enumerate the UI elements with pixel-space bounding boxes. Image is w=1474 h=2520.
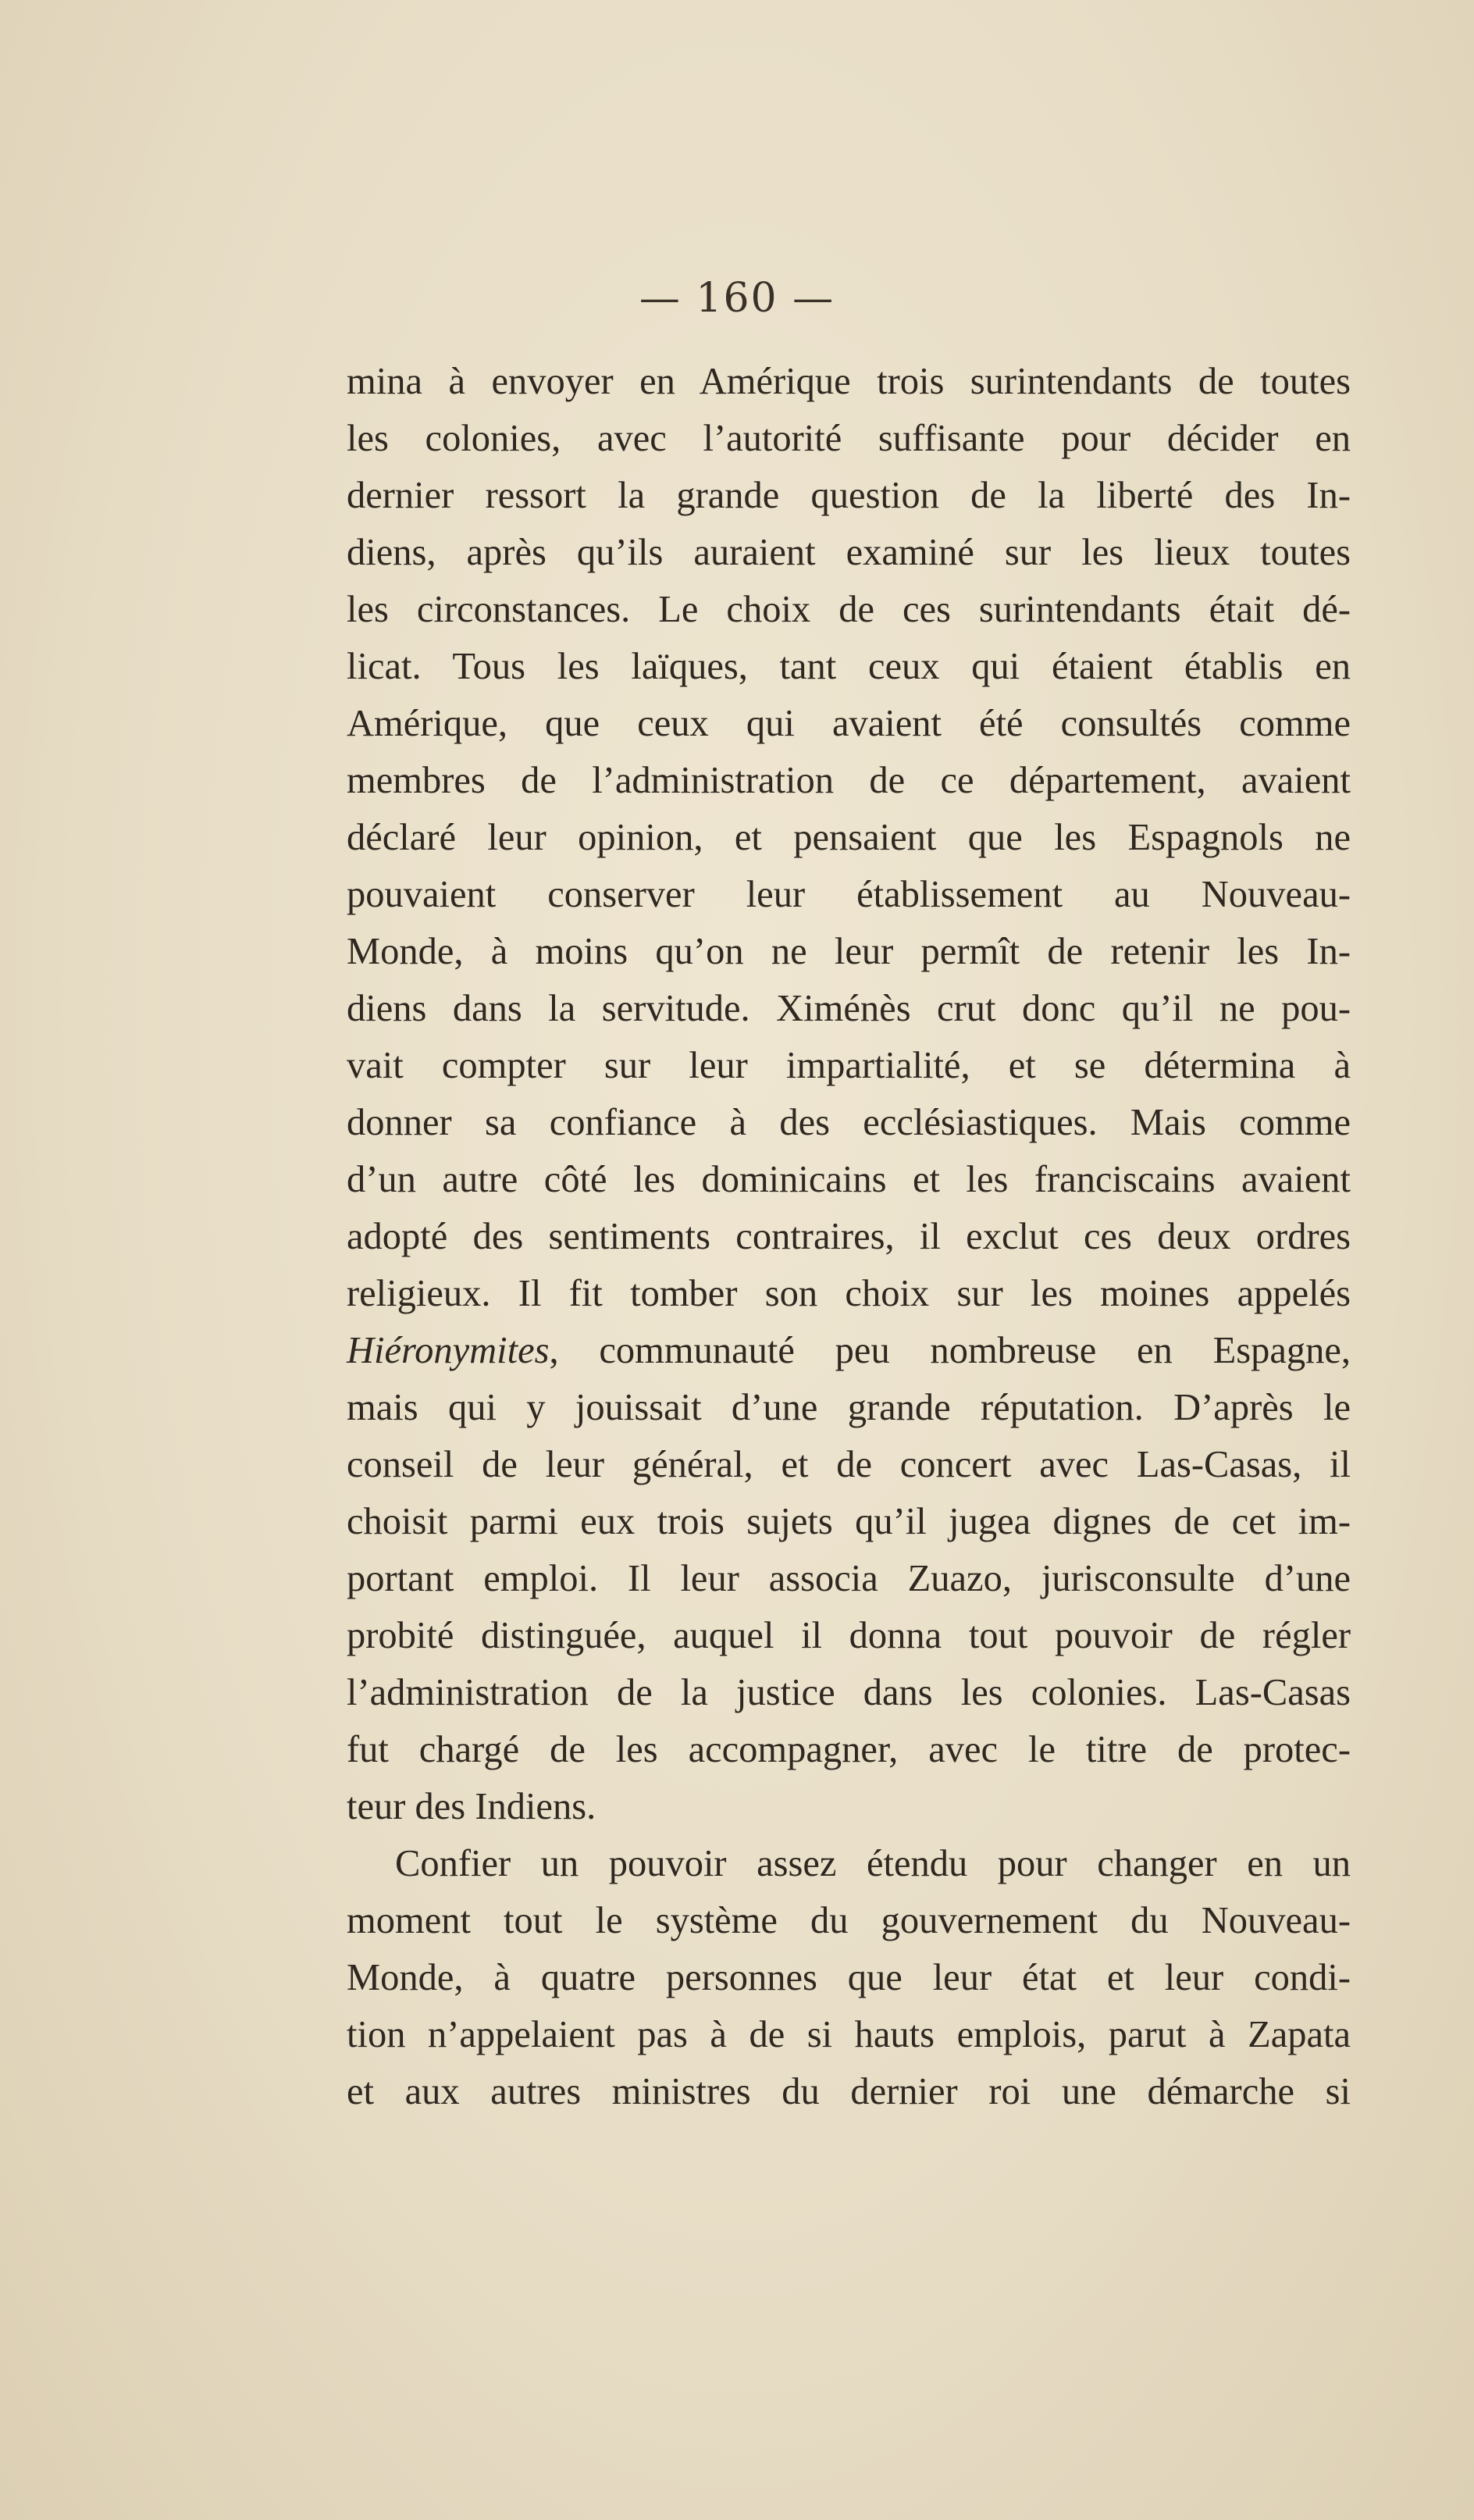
text-line: moment tout le système du gouvernement du Nouveau- bbox=[347, 1900, 1351, 1941]
text-line: adopté des sentiments contraires, il exclut ces deux ordres bbox=[347, 1216, 1351, 1257]
text-line: pouvaient conserver leur établissement au Nouveau- bbox=[347, 874, 1351, 915]
paragraph-1 bbox=[347, 353, 1351, 1835]
text-line: déclaré leur opinion, et pensaient que les Espagnols ne bbox=[347, 817, 1351, 858]
text-line-with-italic bbox=[347, 1322, 1351, 1379]
text-line: et aux autres ministres du dernier roi une démarche si bbox=[347, 2071, 1351, 2112]
text-line: Amérique, que ceux qui avaient été consultés comme bbox=[347, 703, 1351, 744]
text-line: dernier ressort la grande question de la liberté des In- bbox=[347, 475, 1351, 516]
text-line: conseil de leur général, et de concert avec Las-Casas, il bbox=[347, 1444, 1351, 1485]
body-text bbox=[347, 353, 1351, 2120]
text-line: religieux. Il fit tomber son choix sur les moines appelés bbox=[347, 1273, 1351, 1314]
italic-term: Hiéronymites bbox=[347, 1330, 550, 1371]
text-line: portant emploi. Il leur associa Zuazo, jurisconsulte d’une bbox=[347, 1558, 1351, 1599]
text-line: les circonstances. Le choix de ces surintendants était dé- bbox=[347, 589, 1351, 630]
paragraph-2 bbox=[347, 1835, 1351, 2120]
text-line: les colonies, avec l’autorité suffisante pour décider en bbox=[347, 418, 1351, 459]
text-line: l’administration de la justice dans les colonies. Las-Casas bbox=[347, 1672, 1351, 1713]
page-number: — 160 — bbox=[639, 275, 835, 322]
text-line: probité distinguée, auquel il donna tout pouvoir de régler bbox=[347, 1615, 1351, 1656]
text-line: fut chargé de les accompagner, avec le titre de protec- bbox=[347, 1729, 1351, 1770]
text-line: Confier un pouvoir assez étendu pour changer en un bbox=[395, 1843, 1351, 1884]
text-line: membres de l’administration de ce département, avaient bbox=[347, 760, 1351, 801]
text-line: Monde, à quatre personnes que leur état et leur condi- bbox=[347, 1957, 1351, 1998]
text-line: mina à envoyer en Amérique trois surintendants de toutes bbox=[347, 361, 1351, 402]
text-line: diens, après qu’ils auraient examiné sur les lieux toutes bbox=[347, 532, 1351, 573]
text-line: teur des Indiens. bbox=[347, 1786, 596, 1827]
text-line: Monde, à moins qu’on ne leur permît de retenir les In- bbox=[347, 931, 1351, 972]
text-line-rest: , communauté peu nombreuse en Espagne, bbox=[549, 1330, 1351, 1371]
text-line: licat. Tous les laïques, tant ceux qui étaient établis en bbox=[347, 646, 1351, 687]
text-line: d’un autre côté les dominicains et les franciscains avaient bbox=[347, 1159, 1351, 1200]
text-line: choisit parmi eux trois sujets qu’il jugea dignes de cet im- bbox=[347, 1501, 1351, 1542]
text-line: vait compter sur leur impartialité, et se détermina à bbox=[347, 1045, 1351, 1086]
text-line: donner sa confiance à des ecclésiastiques. Mais comme bbox=[347, 1102, 1351, 1143]
text-line: diens dans la servitude. Ximénès crut donc qu’il ne pou- bbox=[347, 988, 1351, 1029]
text-line: tion n’appelaient pas à de si hauts emplois, parut à Zapata bbox=[347, 2014, 1351, 2055]
text-line: mais qui y jouissait d’une grande réputation. D’après le bbox=[347, 1387, 1351, 1428]
